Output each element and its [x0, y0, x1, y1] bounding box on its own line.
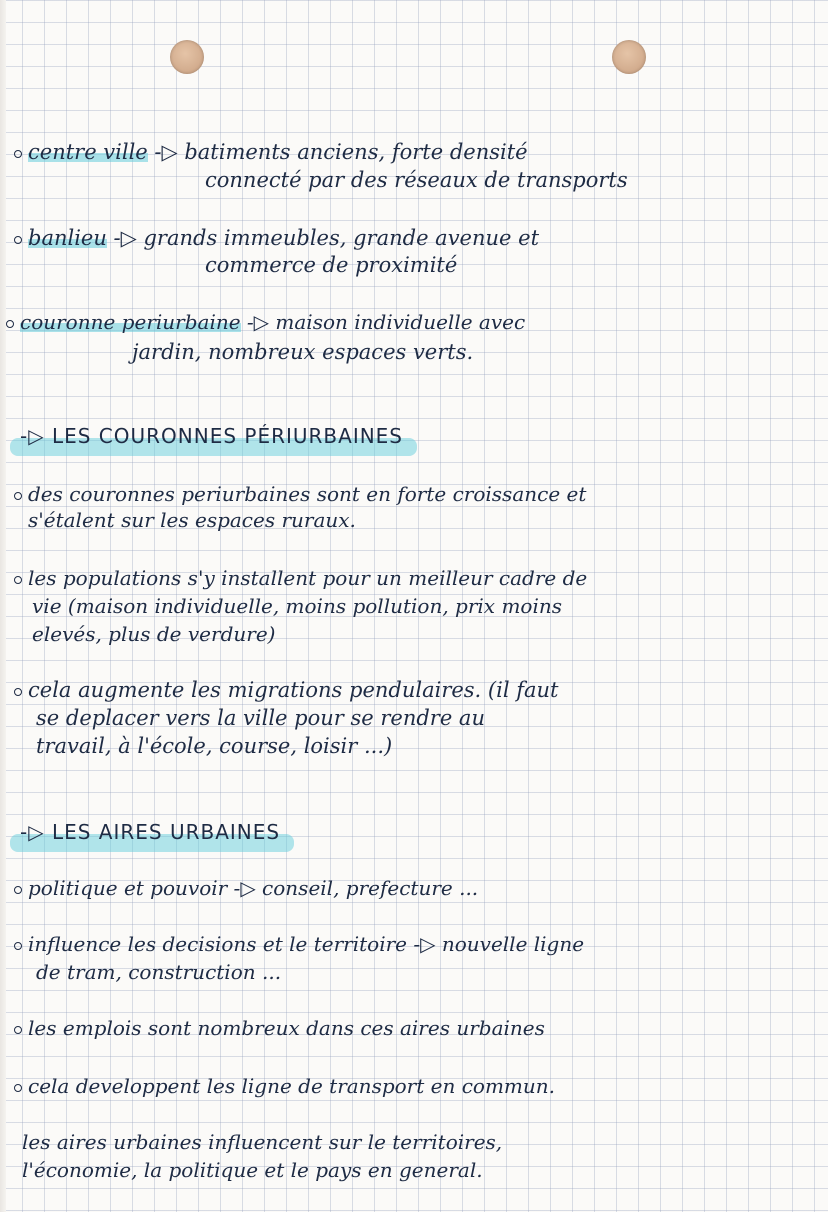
note-line: elevés, plus de verdure) [32, 622, 276, 646]
note-line: commerce de proximité [205, 253, 458, 277]
note-line: connecté par des réseaux de transports [205, 168, 628, 192]
note-line [14, 140, 528, 164]
page-edge [0, 0, 6, 1212]
note-line: les aires urbaines influencent sur le territoires, [22, 1130, 503, 1154]
heading-text: -▷ LES COURONNES PÉRIURBAINES [20, 424, 404, 448]
punch-hole-left [170, 40, 204, 74]
note-line: de tram, construction ... [36, 960, 282, 984]
note-text: politique et pouvoir -▷ conseil, prefecture ... [28, 876, 479, 900]
note-line [14, 226, 539, 250]
section-heading-couronnes [20, 424, 403, 448]
bullet-icon [14, 886, 22, 894]
note-line [14, 876, 478, 900]
bullet-icon [6, 320, 14, 328]
bullet-icon [14, 150, 22, 158]
note-text: cela augmente les migrations pendulaires. (il faut [28, 678, 559, 702]
note-line: jardin, nombreux espaces verts. [132, 340, 474, 364]
note-line: l'économie, la politique et le pays en general. [22, 1158, 483, 1182]
bullet-icon [14, 236, 22, 244]
bullet-icon [14, 1026, 22, 1034]
note-text: des couronnes periurbaines sont en forte croissance et [28, 482, 587, 506]
heading-text: -▷ LES AIRES URBAINES [20, 820, 281, 844]
note-line: travail, à l'école, course, loisir ...) [36, 734, 393, 758]
note-line [14, 482, 586, 506]
note-text: les emplois sont nombreux dans ces aires urbaines [28, 1016, 545, 1040]
bullet-icon [14, 492, 22, 500]
note-line [14, 678, 558, 702]
note-line: se deplacer vers la ville pour se rendre au [36, 706, 485, 730]
bullet-icon [14, 1084, 22, 1092]
bullet-icon [14, 576, 22, 584]
note-line [14, 566, 587, 590]
bullet-icon [14, 942, 22, 950]
note-text: -▷ batiments anciens, forte densité [147, 140, 528, 164]
section-heading-aires [20, 820, 280, 844]
bullet-icon [14, 688, 22, 696]
note-line: s'étalent sur les espaces ruraux. [28, 508, 356, 532]
term-highlight: centre ville [28, 140, 148, 164]
note-text: -▷ maison individuelle avec [240, 310, 526, 334]
note-text: cela developpent les ligne de transport en commun. [28, 1074, 555, 1098]
note-line: vie (maison individuelle, moins pollution, prix moins [32, 594, 562, 618]
note-line [14, 1074, 555, 1098]
punch-hole-right [612, 40, 646, 74]
note-text: les populations s'y installent pour un meilleur cadre de [28, 566, 588, 590]
note-line [14, 1016, 545, 1040]
term-highlight: banlieu [28, 226, 107, 250]
note-line [6, 310, 525, 334]
note-text: -▷ grands immeubles, grande avenue et [106, 226, 540, 250]
note-line [14, 932, 584, 956]
note-text: influence les decisions et le territoire -▷ nouvelle ligne [28, 932, 585, 956]
term-highlight: couronne periurbaine [20, 310, 241, 334]
